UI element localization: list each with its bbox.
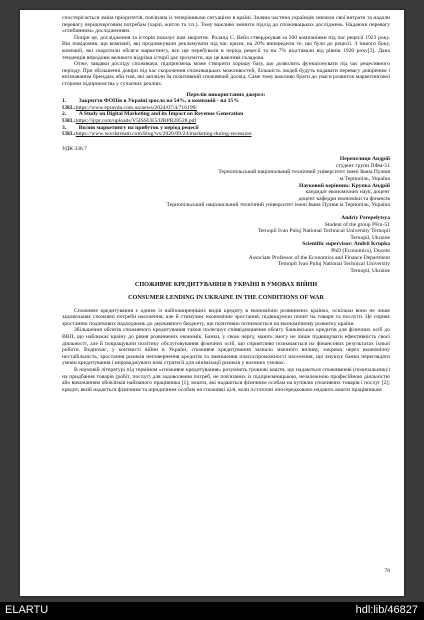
reference-2-link[interactable]: https://ijrpr.com/uploads/V5ISSUE5/IJRPR28528.pdf: [75, 117, 197, 124]
reference-1-text: 1. Закриття ФОПів в Україні зросло на 54%, а компаній - на 15%: [62, 98, 239, 105]
author-group-en: Student of the group PFm-51: [324, 221, 390, 228]
reference-3-url-line: [62, 131, 390, 138]
supervisor-title-en: Scientific supervisor: Andrii Krupka: [302, 241, 390, 248]
supervisor-city-en: Ternopil, Ukraine: [350, 267, 390, 274]
author-city-ua: м.Тернопіль, Україна: [339, 176, 390, 183]
body-paragraph-1: Споживче кредитування є одним із найпоширеніших видів кредиту в економічно розвинених країнах, оскільки воно не лише задовольняє споживчі потреби населення, але й стимулює економічне зростання, підвищуючи попит на товари та послуги. Це сприяє зростанню податкових надходжень до державного бюджету, що позитивно позначається на економічному розвитку країни.: [62, 307, 390, 327]
reference-2-text: 2. A Study on Digital Marketing and its Impact on Revenue Generation: [62, 111, 244, 118]
reference-3: [62, 125, 390, 132]
author-city-en: Ternopil, Ukraine: [350, 234, 390, 241]
supervisor-degree-ua: кандидат економічних наук, доцент: [305, 189, 390, 196]
supervisor-degree-en: PhD (Economics), Docent: [331, 248, 390, 254]
page-number: 78: [384, 568, 390, 574]
body-paragraph-2: Збільшення обсягів споживчого кредитування також полегшує співвідношення обсягу банківських кредитів для фізичних осіб до ВВП, що наближає країну до рівня розвинених економік. Банки, у свою чергу, мають змогу не лише підвищувати ефективність своєї діяльності, але й покращувати політику обслуговування фізичних осіб, що сприятливо позначається на фінансових результатах їхньої роботи. Водночас, у контексті війни в Україні, споживче кредитування зазнало значного впливу, зокрема через економічну нестабільність, зростання ризиків неповернення кредитів та зменшення платоспроможності населення, що змушує банки переглядати умови кредитування і впроваджувати нові стратегії для мінімізації ризиків у воєнних умовах.: [62, 327, 390, 367]
intro-paragraph-1: спостерігається зміна пріоритетів, пов'язана із теперішньою ситуацією в країні. Значна частина українців знизили свої витрати та надали перевагу першочерговим потребам (харчі, житло та т.п.). Тому важливо змінити підхід до споживацьких досліджень. Надаючи перевагу «глибинним» дослідженням.: [62, 15, 390, 35]
reference-3-url-label: URL:: [62, 131, 76, 138]
intro-paragraph-2: Попри це, дослідження та історія показує нам зворотнє. Роланд С. Вейл стверджував за 200 компаніями під час рецесії 1923 року. Він повідомив, що компанії, які продовжували рекламувати під час кризи, на 20% випередили те, що було до рецесії. З іншого боку, компанії, які скоротили обсяги маркетингу, все ще перебували в період рецесії та на 7% відставали від рівнів 1920 року[3]. Дана тенденція впродовж великого відрізка історії дає зрозуміти, що це важлива складова.: [62, 34, 390, 61]
intro-paragraph-3: Отже, завдяки досліду споживача, підприємець може створити хорошу базу, що дозволить функціонувати під час рецесивного періоду. При збільшенні довіри під час скорочення споживацьких можливостей, більшість людей будуть надавати перевагу довіреним і впізнаваним брендам, аби тим, які заплили їм позитивний споживчий досвід. Саме тому важливо брати до уваги розвиток маркетингової сторони підприємства у сучасних реаліях.: [62, 61, 390, 87]
supervisor-title-ua: Науковий керівник: Крупка Андрій: [299, 182, 390, 189]
author-name-ua: Перепелиця Андрій: [339, 156, 390, 163]
reference-2-url-label: URL:: [62, 117, 76, 124]
reference-2-url-line: [62, 118, 390, 125]
authors-ua: [62, 156, 390, 209]
body-paragraph-3: В науковій літературі під терміном «споживче кредитування» розуміють грошові кошти, що надаються споживачеві (позичальнику) на придбання товарів (робіт, послуг) для задоволення потреб, не пов'язаних із підприємницькою, незалежною професійною діяльністю або виконанням обов'язків найманого працівника [1]; кошти, які надаються фізичним особам на купівлю споживчих товарів і послуг [2]; кредит, який надається фізичним та юридичним особам на споживчі цілі, коли остаточні опосередковано надають кошти працівникам: [62, 366, 390, 393]
supervisor-position-ua: доцент кафедри економіки та фінансів: [298, 195, 390, 202]
authors-en: [62, 215, 390, 274]
author-group-ua: студент групи ПФм-51: [335, 162, 390, 169]
reference-1-url-label: URL:: [62, 104, 76, 111]
author-university-ua: Тернопільський національний технічний університет імені Івана Пулюя: [218, 169, 390, 176]
reference-1-link[interactable]: https://www.epravda.com.ua/news/2024/07/4/716199/: [75, 104, 197, 111]
supervisor-university-ua: Тернопільський національний технічний університет імені Івана Пулюя м.Тернопіль, Україна: [166, 202, 390, 209]
supervisor-university-en: Ternopil Ivan Puluj National Technical University: [277, 261, 390, 268]
repository-name: ELARTU: [5, 604, 49, 616]
article-title-ua: СПОЖИВЧЕ КРЕДИТУВАННЯ В УКРАЇНІ В УМОВАХ ВІЙНИ: [134, 281, 318, 289]
article-title-en: CONSUMER LENDING IN UKRAINE IN THE CONDITIONS OF WAR: [128, 293, 324, 301]
reference-3-text: 3. Вплив маркетингу на прибуток у період рецесії: [62, 124, 199, 131]
footer-bar: [0, 602, 424, 620]
udk-code: УДК 336.7: [62, 145, 87, 152]
handle-identifier[interactable]: hdl:lib/46827: [355, 604, 418, 616]
author-name-en: Andriy Perepelytsya: [341, 215, 390, 222]
page-content: [62, 15, 390, 393]
reference-1-url-line: [62, 105, 390, 112]
author-university-en: Ternopil Ivan Puluj National Technical University Ternopil: [257, 228, 390, 235]
reference-1: [62, 98, 390, 105]
references-heading: Перелік використаних джерел:: [186, 91, 266, 98]
supervisor-position-en: Associate Professor of the Economics and Finance Department: [248, 254, 390, 261]
reference-3-link[interactable]: https://www.wordstream.com/blog/ws/2020/09/24/marketing-during-recession: [75, 131, 252, 138]
document-page: [20, 10, 404, 596]
reference-2: [62, 111, 390, 118]
